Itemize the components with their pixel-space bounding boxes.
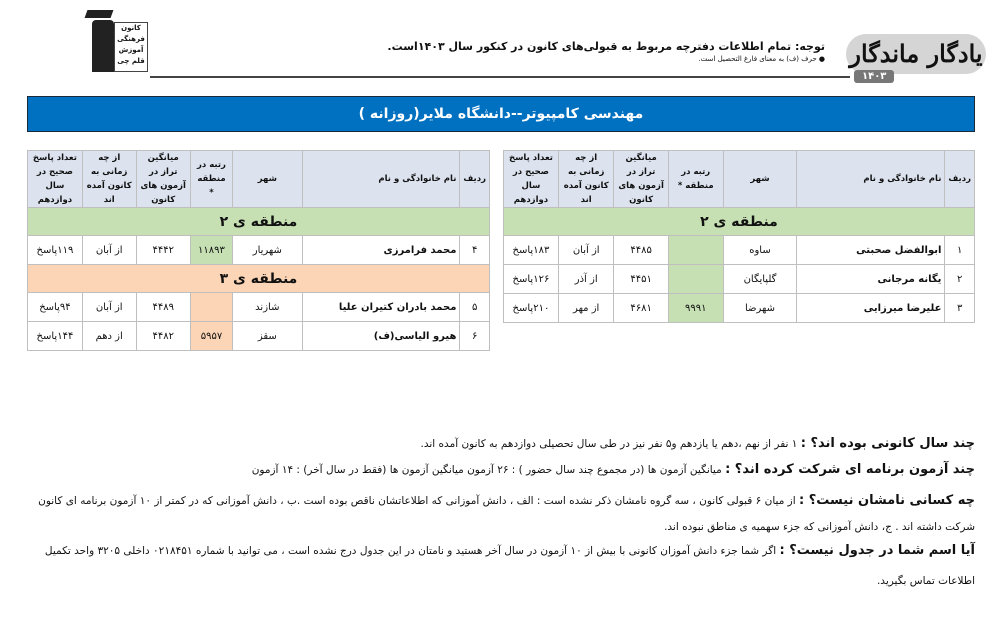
- cell-city: ساوه: [723, 236, 797, 265]
- note-answer: از میان ۶ قبولی کانون ، سه گروه نامشان ذکر نشده است : الف ، دانش آموزانی که اطلاعاتشان ناقص بوده است .ب ، دانش آموزانی که در کمتر از ۱۰ آزمون برنامه ای کانون شرکت داشته اند . ج، دانش آموزانی که جزء سهمیه ی مناطق نبوده اند.: [38, 495, 975, 533]
- col-since: از چه زمانی به کانون آمده اند: [558, 151, 614, 208]
- cell-avg: ۴۴۵۱: [614, 265, 668, 294]
- table-row: [504, 265, 975, 294]
- cell-name: محمد بادران کتیران علیا: [302, 293, 460, 322]
- cell-name: علیرضا میرزایی: [797, 294, 945, 323]
- notice-sub: ● حرف (ف) به معنای فارغ التحصیل است.: [698, 55, 825, 63]
- col-since: از چه زمانی به کانون آمده اند: [82, 151, 136, 208]
- col-answers: تعداد پاسخ صحیح در سال دوازدهم: [504, 151, 559, 208]
- table-row: [504, 236, 975, 265]
- table-row: [28, 322, 490, 351]
- note-question: چه کسانی نامشان نیست؟ :: [799, 493, 975, 508]
- graduate-figure-icon: [92, 20, 114, 72]
- col-city: شهر: [233, 151, 302, 208]
- zone-label: منطقه ی ۳: [28, 265, 490, 293]
- cell-row-number: ۶: [460, 322, 490, 351]
- notes: [15, 436, 975, 596]
- cell-name: ابوالفضل صحبتی: [797, 236, 945, 265]
- cell-since: از آبان: [82, 236, 136, 265]
- cell-since: از دهم: [82, 322, 136, 351]
- note: [15, 436, 975, 451]
- col-rank: رتبه در منطقه *: [668, 151, 723, 208]
- table-row: [28, 236, 490, 265]
- note-question: چند سال کانونی بوده اند؟ :: [800, 436, 975, 451]
- cell-name: یگانه مرجانی: [797, 265, 945, 294]
- zone-row: [28, 265, 490, 293]
- cell-answers: ۱۲۶پاسخ: [504, 265, 559, 294]
- cell-avg: ۴۴۸۵: [614, 236, 668, 265]
- results-table-right: [503, 150, 975, 323]
- cell-answers: ۱۸۳پاسخ: [504, 236, 559, 265]
- cell-rank: ۱۱۸۹۳: [190, 236, 232, 265]
- table-header: [28, 151, 490, 208]
- note-answer: اگر شما جزء دانش آموزان کانونی با بیش از ۱۰ آزمون در سال آخر هستید و نامتان در این جدول درج نشده است ، می توانید با شماره ۰۲۱۸۴۵۱ داخلی ۳۲۰۵ واحد تکمیل اطلاعات تماس بگیرید.: [44, 545, 975, 587]
- cell-rank: ۵۹۵۷: [190, 322, 232, 351]
- cell-name: محمد فرامرزی: [302, 236, 460, 265]
- zone-label: منطقه ی ۲: [504, 208, 975, 236]
- notice-title: توجه: تمام اطلاعات دفترچه مربوط به قبولی‌های کانون در کنکور سال ۱۴۰۳است.: [387, 40, 825, 53]
- cell-avg: ۴۶۸۱: [614, 294, 668, 323]
- zone-label: منطقه ی ۲: [28, 208, 490, 236]
- header-divider: [150, 76, 850, 78]
- results-table-left: [27, 150, 490, 351]
- note-answer: میانگین آزمون ها (در مجموع چند سال حضور ) : ۲۶ آزمون میانگین آزمون ها (فقط در سال آخر) : ۱۴ آزمون: [251, 464, 726, 476]
- logo-text: کانون: [121, 24, 141, 32]
- cell-answers: ۱۱۹پاسخ: [28, 236, 83, 265]
- col-row: ردیف: [945, 151, 975, 208]
- cell-city: گلپایگان: [723, 265, 797, 294]
- note: [15, 462, 975, 477]
- cell-since: از آبان: [82, 293, 136, 322]
- logo-text: قلم چی: [117, 57, 145, 65]
- cell-rank: [668, 236, 723, 265]
- cell-city: شازند: [233, 293, 302, 322]
- cell-since: از مهر: [558, 294, 614, 323]
- zone-row: [504, 208, 975, 236]
- note-question: آیا اسم شما در جدول نیست؟ :: [779, 543, 975, 558]
- col-avg: میانگین تراز در آزمون های کانون: [614, 151, 668, 208]
- cell-avg: ۴۴۸۲: [136, 322, 190, 351]
- cell-row-number: ۳: [945, 294, 975, 323]
- notice: [387, 40, 825, 63]
- cell-answers: ۹۴پاسخ: [28, 293, 83, 322]
- col-row: ردیف: [460, 151, 490, 208]
- logo-text: آموزش: [118, 46, 144, 54]
- cell-answers: ۲۱۰پاسخ: [504, 294, 559, 323]
- note: [15, 536, 975, 596]
- note-answer: ۱ نفر از نهم ،دهم یا یازدهم و۵ نفر نیز در طی سال تحصیلی دوازدهم به کانون آمده اند.: [420, 438, 801, 450]
- table-header: [504, 151, 975, 208]
- kanoon-logo: [78, 6, 148, 76]
- cell-row-number: ۱: [945, 236, 975, 265]
- logo-text: فرهنگی: [117, 35, 145, 43]
- cell-name: هیرو الیاسی(ف): [302, 322, 460, 351]
- col-city: شهر: [723, 151, 797, 208]
- graduation-cap-icon: [85, 10, 114, 18]
- table-row: [28, 293, 490, 322]
- col-avg: میانگین تراز در آزمون های کانون: [136, 151, 190, 208]
- cell-row-number: ۴: [460, 236, 490, 265]
- cell-since: از آذر: [558, 265, 614, 294]
- zone-row: [28, 208, 490, 236]
- cell-answers: ۱۴۴پاسخ: [28, 322, 83, 351]
- brand-name: یادگار ماندگار: [846, 34, 986, 74]
- cell-row-number: ۵: [460, 293, 490, 322]
- cell-row-number: ۲: [945, 265, 975, 294]
- table-row: [504, 294, 975, 323]
- brand-year: ۱۴۰۳: [854, 70, 894, 83]
- cell-city: شهرضا: [723, 294, 797, 323]
- logo-board: [114, 22, 148, 72]
- note: [15, 488, 975, 540]
- brand-badge: [846, 34, 986, 86]
- cell-rank: ۹۹۹۱: [668, 294, 723, 323]
- note-question: چند آزمون برنامه ای شرکت کرده اند؟ :: [725, 462, 975, 477]
- cell-avg: ۴۴۴۲: [136, 236, 190, 265]
- cell-since: از آبان: [558, 236, 614, 265]
- col-name: نام خانوادگی و نام: [302, 151, 460, 208]
- cell-city: شهریار: [233, 236, 302, 265]
- cell-rank: [668, 265, 723, 294]
- cell-city: سقز: [233, 322, 302, 351]
- col-rank: رتبه در منطقه *: [190, 151, 232, 208]
- col-name: نام خانوادگی و نام: [797, 151, 945, 208]
- cell-rank: [190, 293, 232, 322]
- cell-avg: ۴۴۸۹: [136, 293, 190, 322]
- page-title: مهندسی کامپیوتر--دانشگاه ملایر(روزانه ): [27, 96, 975, 132]
- col-answers: تعداد پاسخ صحیح در سال دوازدهم: [28, 151, 83, 208]
